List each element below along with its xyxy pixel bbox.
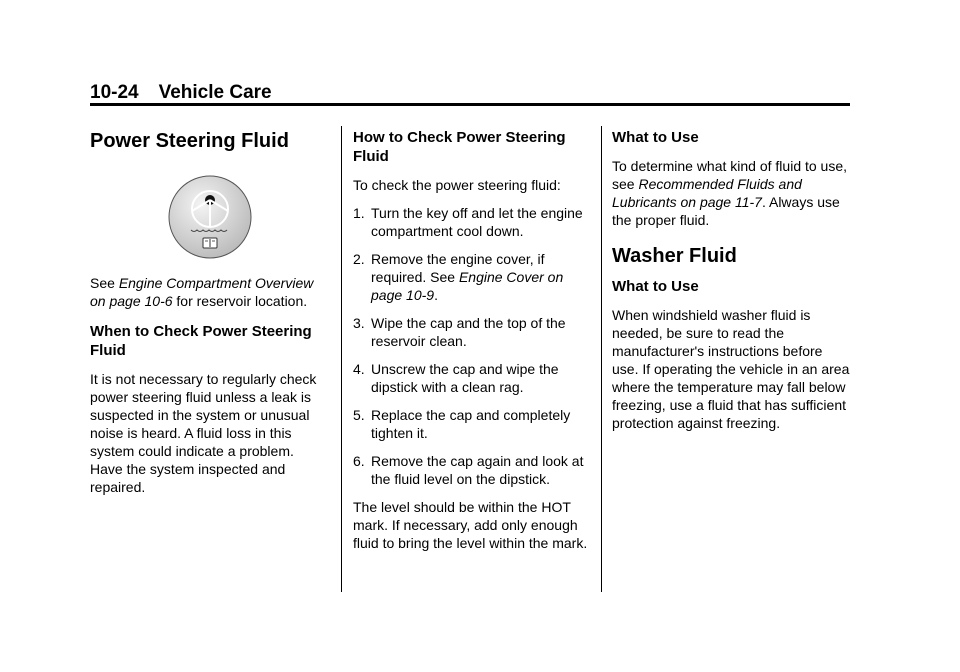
list-item: 1. Turn the key off and let the engine compartment cool down. xyxy=(353,205,583,239)
reference-link: Engine Compartment Overview on page 10-6 xyxy=(90,275,314,309)
power-steering-fluid-icon xyxy=(90,174,330,260)
washer-fluid-text: When windshield washer fluid is needed, be sure to read the manufacturer's instructions before use. If operating the vehicle in an area where the temperature may fall below freezing, use a fluid that has sufficient protection against freezing. xyxy=(612,307,850,431)
header-rule xyxy=(90,103,850,106)
fluid-level-text: The level should be within the HOT mark. If necessary, add only enough fluid to bring the level within the mark. xyxy=(353,499,588,551)
list-item: 6. Remove the cap again and look at the fluid level on the dipstick. xyxy=(353,453,584,487)
what-to-use-text: To determine what kind of fluid to use, see Recommended Fluids and Lubricants on page 11-7. Always use the proper fluid. xyxy=(612,158,848,228)
column-2 xyxy=(353,126,595,562)
column-divider xyxy=(601,126,602,592)
how-to-check-heading: How to Check Power Steering Fluid xyxy=(353,129,566,165)
column-divider xyxy=(341,126,342,592)
power-steering-title: Power Steering Fluid xyxy=(90,130,289,152)
reference-link: Engine Cover on page 10-9 xyxy=(371,269,564,303)
see-reference-paragraph: See Engine Compartment Overview on page 10-6 for reservoir location. xyxy=(90,275,314,309)
when-to-check-heading: When to Check Power Steering Fluid xyxy=(90,323,312,359)
list-item: 4. Unscrew the cap and wipe the dipstick with a clean rag. xyxy=(353,361,559,395)
washer-what-to-use-heading: What to Use xyxy=(612,278,699,295)
list-item: 5. Replace the cap and completely tighten it. xyxy=(353,407,571,441)
list-item: 3. Wipe the cap and the top of the reservoir clean. xyxy=(353,315,566,349)
page-header xyxy=(90,82,272,104)
section-title: Vehicle Care xyxy=(158,82,272,103)
reference-link: Recommended Fluids and Lubricants on page 11-7 xyxy=(612,176,802,210)
list-item: 2. Remove the engine cover, if required. See Engine Cover on page 10-9. xyxy=(353,251,564,303)
check-steps-list xyxy=(353,204,595,488)
column-3 xyxy=(612,126,852,442)
when-to-check-text: It is not necessary to regularly check power steering fluid unless a leak is suspected in the system or unusual noise is heard. A fluid loss in this system could indicate a problem. Have the system inspected and repaired. xyxy=(90,371,317,495)
washer-fluid-title: Washer Fluid xyxy=(612,245,737,267)
column-1 xyxy=(90,126,330,506)
how-to-check-intro: To check the power steering fluid: xyxy=(353,177,561,193)
what-to-use-heading: What to Use xyxy=(612,129,699,146)
page-number: 10-24 xyxy=(90,82,139,103)
